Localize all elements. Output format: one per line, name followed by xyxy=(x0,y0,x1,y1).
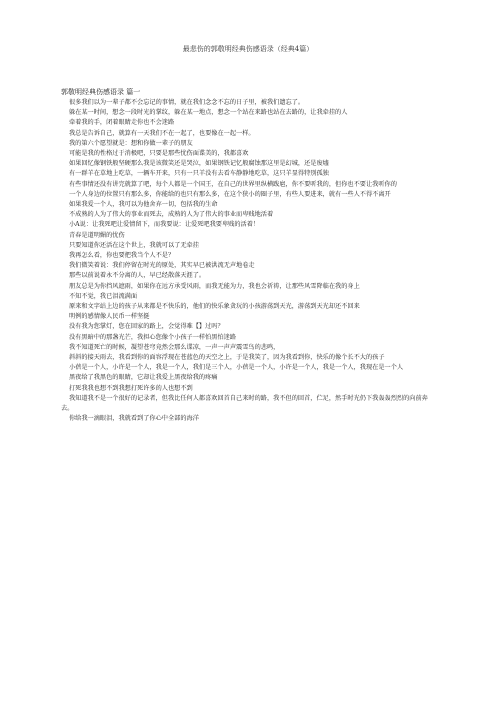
paragraph: 小蓓是一个人，小许是一个人，我是一个人，我们是三个人，小蓓是一个人，小许是一个人，我是一个人，我现在是一个人 xyxy=(69,364,404,372)
section-heading: 郭敬明经典伤感语录 篇一 xyxy=(61,88,141,96)
paragraph: 不知不觉，我已泪流满面 xyxy=(69,292,138,300)
paragraph: 不成熟的人为了伟大的事业而死去，成熟的人为了伟大的事业而卑贱地活着 xyxy=(69,211,274,219)
paragraph: 我再怎么看，你也要把我当个人不是？ xyxy=(69,252,175,260)
paragraph: 原来和文字站上边的孩子从来都是不快乐的，他们的快乐象贪玩的小孩游荡到天光，游荡到天光却还不回来 xyxy=(69,303,360,311)
paragraph: 我知道我不是一个很好的记录者，但我比任何人都喜欢回首自己来时的路，我不但的回首，伫足，然手时光仍下我轰轰烈烈的向前奔去。 xyxy=(61,394,428,413)
paragraph: 如果我爱一个人，我可以为他舍弃一切，包括我的生命 xyxy=(69,201,218,209)
paragraph: 我们微笑着说：我们停留在时光的原处，其实早已被洪流无声地卷走 xyxy=(69,262,255,270)
paragraph: 黑夜给了我黑色的眼睛，它却让我爱上黑夜给我的疼痛 xyxy=(69,374,218,382)
paragraph: 那些以前说着永不分离的人，早已经散落天涯了。 xyxy=(69,272,206,280)
paragraph: 有些事情还没有讲完就算了吧，每个人都是一个国王，在自己的世界里纵横跋扈，你不要听我的，但你也不要让我听你的 xyxy=(69,180,397,188)
paragraph: 牵着我的手，闭着眼睛走你也不会迷路 xyxy=(69,119,175,127)
document-body xyxy=(61,87,439,425)
paragraph: 有一群羊在草地上吃草，一辆车开来，只有一只羊没有去看车静静地吃草，这只羊显得特别孤独 xyxy=(69,170,329,178)
document-title: 最悲伤的郭敬明经典伤感语录（经典4篇） xyxy=(182,45,314,53)
paragraph: 没有黑暗中的那盏光芒，我担心您像个小孩子一样怕黑怕迷路 xyxy=(69,333,237,341)
paragraph: 打死我我也想不到我想打死许多的人也想不到 xyxy=(69,384,193,392)
paragraph: 小A说：让我死吧让爱情留下，而我要说：让爱死吧我要卑贱的活着！ xyxy=(69,221,260,229)
paragraph: 斜斜的接天雨去，我看到你的面容浮现在苍蓝色的天空之上，于是我笑了，因为我看到你，快乐的像个长不大的孩子 xyxy=(69,354,385,362)
paragraph: 明例的感情像人民币一样坚挺 xyxy=(69,313,150,321)
paragraph: 青春是道明媚的忧伤 xyxy=(69,231,125,239)
paragraph: 躲在某一时间，想念一段时光的掌纹，躲在某一地点，想念一个站在来路也站在去路的，让我牵挂的人 xyxy=(69,109,348,117)
paragraph: 我不知道死亡的时候，凝望苍穹竟然会那么谍凉，一声一声声震雪鸟的悲鸣， xyxy=(69,343,280,351)
paragraph: 很多我们以为一辈子都不会忘记的事情，就在我们念念不忘的日子里，被我们遗忘了。 xyxy=(69,99,305,106)
paragraph-list xyxy=(61,98,439,425)
paragraph: 没有我为您掌灯，您在回家的路上，会觉得难【】过吗？ xyxy=(69,323,224,331)
paragraph: 你给我一滴眼泪，我就看到了你心中全部的海洋 xyxy=(69,415,199,423)
paragraph: 一个人身边的位置只有那么多，你能给的也只有那么多，在这个狭小的圈子里，有些人要进来，就有一些人不得不离开 xyxy=(69,190,391,198)
paragraph: 可能是我的性格过于消极吧，只要是那些忧伤面谍美的，我都喜欢 xyxy=(69,150,249,158)
paragraph: 我总是告诉自己，就算有一天我们不在一起了，也要像在一起一样。 xyxy=(69,129,255,137)
paragraph: 我的第六个愿望就是：想和你做一辈子的朋友 xyxy=(69,139,193,147)
paragraph: 朋友总是为你挡风遮雨，如果你在远方承受风雨，而我无能为力，我也会祈祷，让那些风雪降临在我的身上 xyxy=(69,282,360,290)
paragraph: 只要知道你还活在这个世上，我就可以了无牵挂 xyxy=(69,241,199,249)
paragraph: 如果回忆像钢铁般坚硬那么我是该微笑还是哭泣，如果钢铁记忆般腐蚀那这里是幻城，还是废墟 xyxy=(69,160,329,168)
